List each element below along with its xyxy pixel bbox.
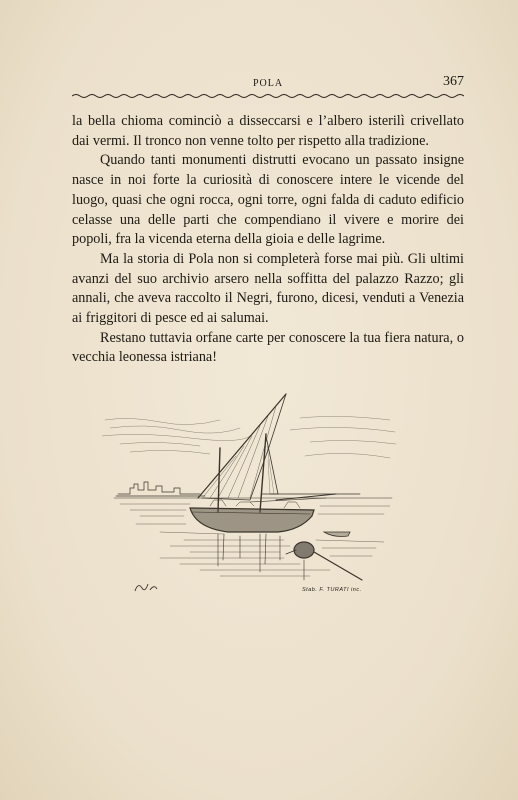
running-head-title: POLA — [252, 78, 284, 89]
engraver-credit: Stab. F. TURATI inc. — [302, 587, 362, 593]
artist-monogram — [132, 580, 160, 594]
paragraph-1: la bella chioma cominciò a disseccarsi e l’albero isterilì crivellato dai vermi. Il tronco non venne tolto per rispetto alla tradizione. — [72, 113, 464, 149]
page-number: 367 — [443, 74, 464, 89]
body-text — [72, 112, 464, 368]
decorative-wavy-rule — [72, 92, 464, 100]
paragraph-4: Restano tuttavia orfane carte per conoscere la tua fiera natura, o vecchia leonessa istriana! — [72, 329, 464, 366]
paragraph-2: Quando tanti monumenti distrutti evocano un passato insigne nasce in noi forte la curiosità di conoscere intere le vicende del luogo, quasi che ogni rocca, ogni torre, ogni falda di caduto edificio celasse una delle parti che compendiano il vivere e morire dei popoli, fra la vicenda eterna della gioia e delle lagrime. — [72, 152, 464, 248]
sailboat-engraving — [100, 390, 400, 602]
paragraph-3: Ma la storia di Pola non si completerà forse mai più. Gli ultimi avanzi del suo archivio arsero nella soffitta del palazzo Razzo; gli annali, che aveva raccolto il Negri, furono, dicesi, venduti a Venezia ai friggitori di pesce ed ai salumai. — [72, 250, 464, 327]
